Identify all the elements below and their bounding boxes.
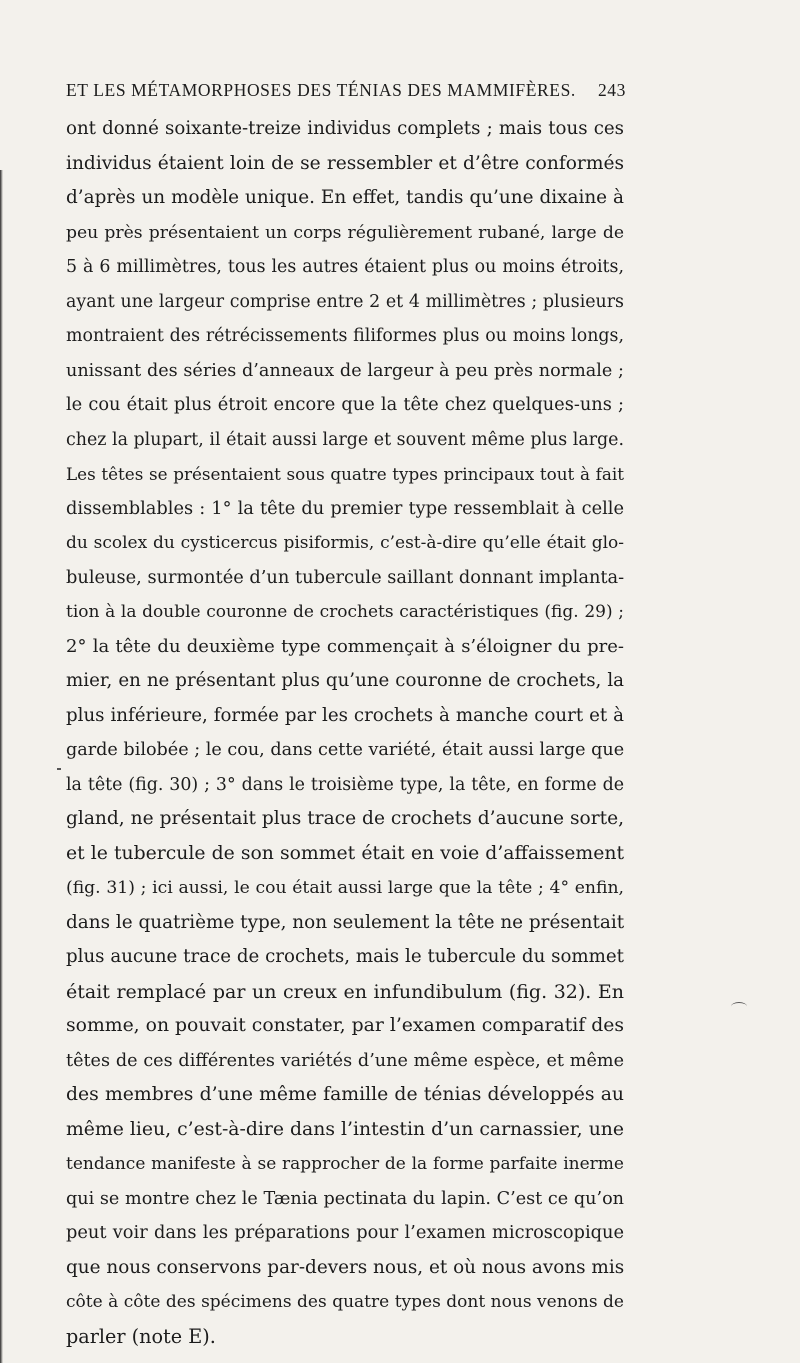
text-line: 5 à 6 millimètres, tous les autres étaient plus ou moins étroits, — [66, 257, 624, 277]
text-line: individus étaient loin de se ressembler et d’être conformés — [66, 152, 624, 174]
text-line: qui se montre chez le Tænia pectinata du lapin. C’est ce qu’on — [66, 1188, 624, 1209]
text-line: ont donné soixante-treize individus complets ; mais tous ces — [66, 118, 624, 139]
page-number: 243 — [597, 80, 626, 100]
text-line: la tête (fig. 30) ; 3° dans le troisième type, la tête, en forme de — [66, 774, 624, 795]
text-line: côte à côte des spécimens des quatre types dont nous venons de — [66, 1292, 624, 1312]
running-head-title: ET LES MÉTAMORPHOSES DES TÉNIAS DES MAMMIFÈRES. — [66, 80, 576, 100]
text-line: gland, ne présentait plus trace de crochets d’aucune sorte, — [66, 808, 624, 829]
text-line: 2° la tête du deuxième type commençait à s’éloigner du pre- — [66, 635, 624, 657]
text-line: et le tubercule de son sommet était en voie d’affaissement — [66, 842, 624, 864]
text-line: du scolex du cysticercus pisiformis, c’est-à-dire qu’elle était glo- — [66, 533, 624, 553]
text-line: plus inférieure, formée par les crochets à manche court et à — [66, 704, 624, 726]
text-line: des membres d’une même famille de ténias développés au — [66, 1084, 624, 1105]
text-line-last: parler (note E). — [66, 1324, 216, 1348]
text-line: le cou était plus étroit encore que la tête chez quelques-uns ; — [66, 394, 624, 415]
margin-mark — [731, 1002, 747, 1011]
text-line: plus aucune trace de crochets, mais le tubercule du sommet — [66, 946, 624, 967]
text-line: somme, on pouvait constater, par l’examen comparatif des — [66, 1015, 624, 1036]
text-line: tendance manifeste à se rapprocher de la forme parfaite inerme — [66, 1154, 624, 1174]
margin-mark — [57, 768, 61, 770]
text-line: peut voir dans les préparations pour l’examen microscopique — [66, 1222, 624, 1243]
text-line: ayant une largeur comprise entre 2 et 4 millimètres ; plusieurs — [66, 291, 624, 312]
text-line: unissant des séries d’anneaux de largeur à peu près normale ; — [66, 360, 624, 381]
text-line: montraient des rétrécissements filiformes plus ou moins longs, — [66, 326, 624, 346]
text-line: chez la plupart, il était aussi large et souvent même plus large. — [66, 429, 624, 450]
text-line: que nous conservons par-devers nous, et où nous avons mis — [66, 1256, 625, 1278]
text-line: mier, en ne présentant plus qu’une couronne de crochets, la — [66, 670, 624, 691]
text-line: garde bilobée ; le cou, dans cette variété, était aussi large que — [66, 740, 625, 760]
text-line: dans le quatrième type, non seulement la tête ne présentait — [66, 911, 625, 933]
body-paragraph — [66, 112, 624, 1354]
text-line: d’après un modèle unique. En effet, tandis qu’une dixaine à — [66, 187, 624, 208]
text-line: tion à la double couronne de crochets caractéristiques (fig. 29) ; — [66, 602, 624, 622]
text-line: (fig. 31) ; ici aussi, le cou était aussi large que la tête ; 4° enfin, — [66, 878, 624, 898]
text-line: Les têtes se présentaient sous quatre types principaux tout à fait — [66, 464, 624, 484]
text-line: était remplacé par un creux en infundibulum (fig. 32). En — [66, 980, 624, 1003]
text-line: dissemblables : 1° la tête du premier type ressemblait à celle — [66, 497, 624, 519]
text-line: même lieu, c’est-à-dire dans l’intestin d’un carnassier, une — [66, 1118, 624, 1140]
page-binding-edge — [0, 170, 3, 1363]
text-line: buleuse, surmontée d’un tubercule saillant donnant implanta- — [66, 566, 625, 588]
running-head — [66, 80, 626, 106]
text-line: têtes de ces différentes variétés d’une même espèce, et même — [66, 1050, 624, 1071]
text-line: peu près présentaient un corps régulièrement rubané, large de — [66, 222, 624, 243]
